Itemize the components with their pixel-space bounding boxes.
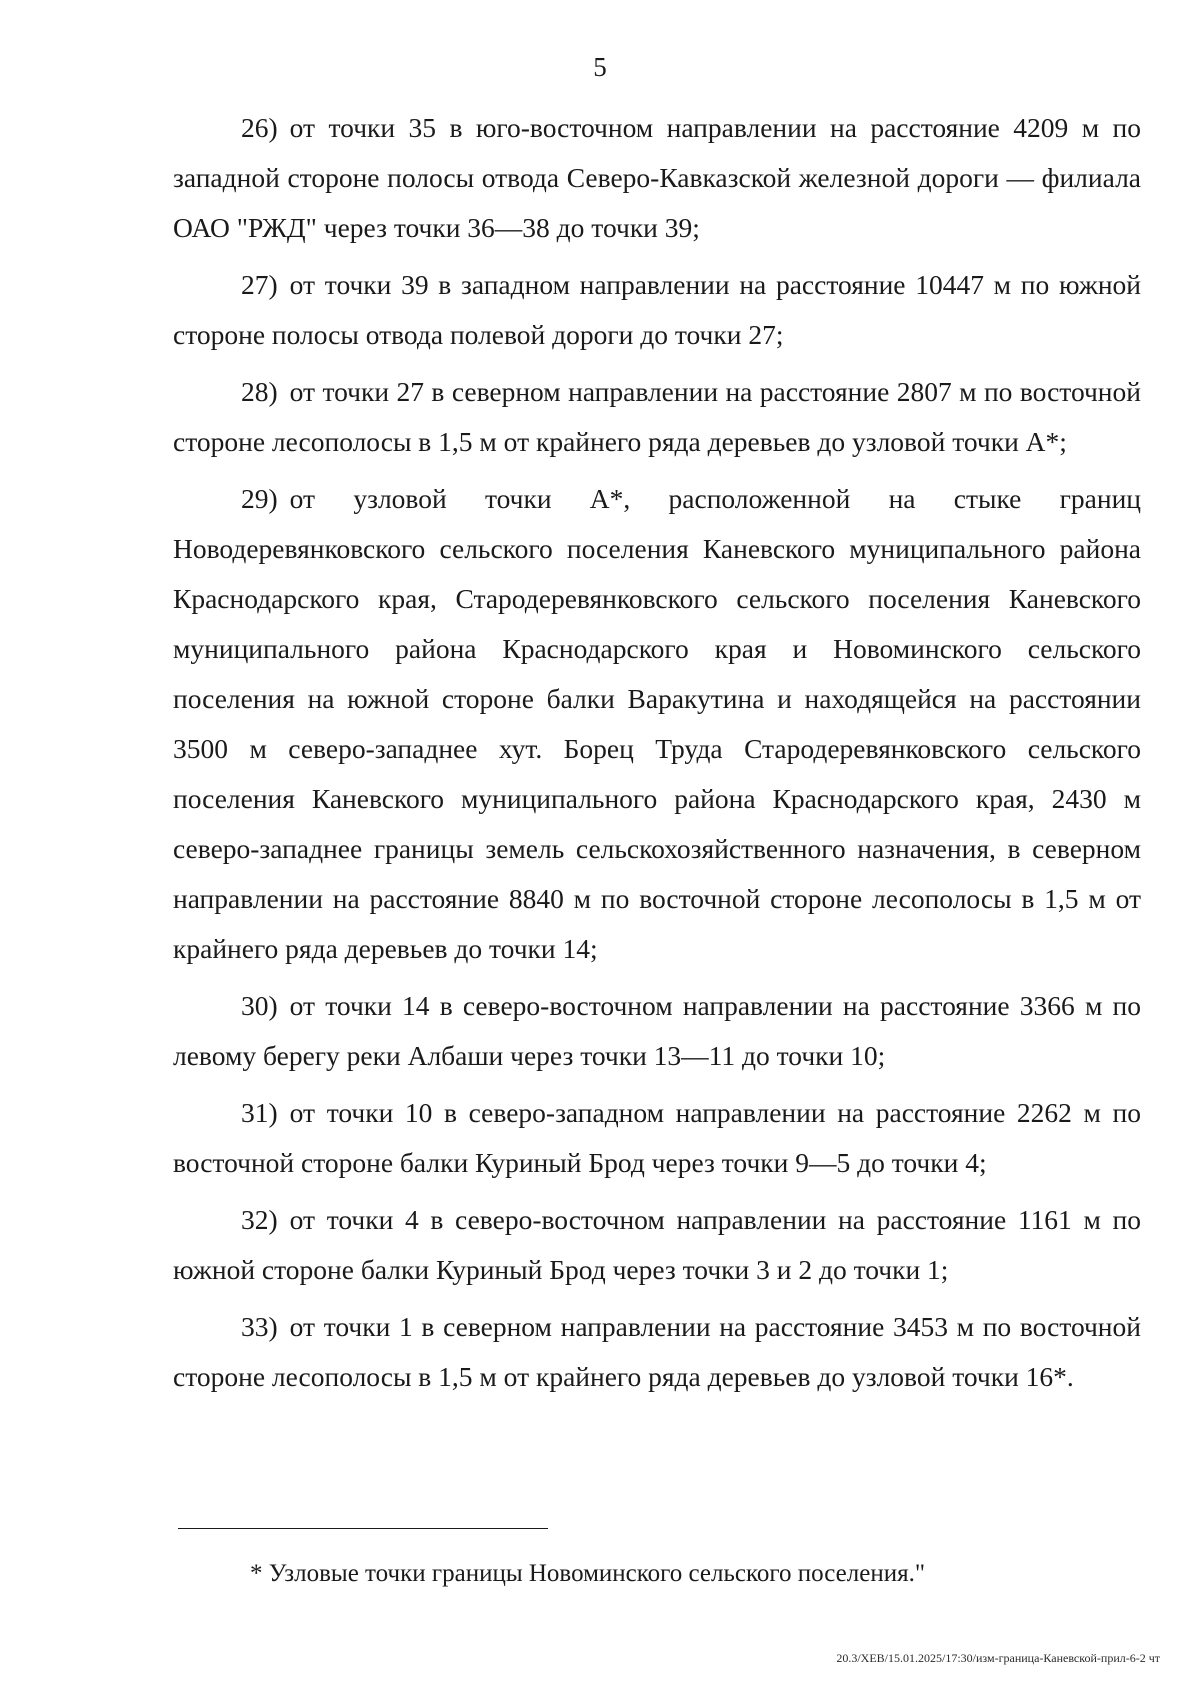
item-number: 31): [241, 1097, 278, 1128]
item-number: 33): [241, 1311, 278, 1342]
footnote: * Узловые точки границы Новоминского сельского поселения.": [250, 1560, 926, 1587]
list-item: [173, 103, 1141, 253]
list-item: [173, 981, 1141, 1081]
item-number: 30): [241, 990, 278, 1021]
file-stamp: 20.3/ХЕВ/15.01.2025/17:30/изм-граница-Каневской-прил-6-2 чт: [836, 1651, 1160, 1665]
list-item: [173, 260, 1141, 360]
item-number: 28): [241, 376, 278, 407]
item-text: от точки 27 в северном направлении на расстояние 2807 м по восточной стороне лесополосы в 1,5 м от крайнего ряда деревьев до узловой точки А*;: [173, 376, 1141, 457]
item-text: от точки 4 в северо-восточном направлении на расстояние 1161 м по южной стороне балки Куриный Брод через точки 3 и 2 до точки 1;: [173, 1204, 1141, 1285]
item-number: 26): [241, 112, 278, 143]
item-number: 32): [241, 1204, 278, 1235]
footnote-divider: [178, 1528, 548, 1529]
item-text: от узловой точки А*, расположенной на стыке границ Новодеревянковского сельского поселения Каневского муниципального района Краснодарского края, Стародеревянковского сельского поселения Каневского муниципального района Краснодарского края и Новоминского сельского поселения на южной стороне балки Варакутина и находящейся на расстоянии 3500 м северо-западнее хут. Борец Труда Стародеревянковского сельского поселения Каневского муниципального района Краснодарского края, 2430 м северо-западнее границы земель сельскохозяйственного назначения, в северном направлении на расстояние 8840 м по восточной стороне лесополосы в 1,5 м от крайнего ряда деревьев до точки 14;: [173, 483, 1141, 964]
item-text: от точки 1 в северном направлении на расстояние 3453 м по восточной стороне лесополосы в 1,5 м от крайнего ряда деревьев до узловой точки 16*.: [173, 1311, 1141, 1392]
item-text: от точки 35 в юго-восточном направлении на расстояние 4209 м по западной стороне полосы отвода Северо-Кавказской железной дороги — филиала ОАО "РЖД" через точки 36—38 до точки 39;: [173, 112, 1141, 243]
list-item: [173, 1195, 1141, 1295]
document-body: [173, 103, 1141, 1409]
item-text: от точки 10 в северо-западном направлении на расстояние 2262 м по восточной стороне балки Куриный Брод через точки 9—5 до точки 4;: [173, 1097, 1141, 1178]
list-item: [173, 1088, 1141, 1188]
page-number: 5: [593, 52, 607, 82]
item-text: от точки 14 в северо-восточном направлении на расстояние 3366 м по левому берегу реки Албаши через точки 13—11 до точки 10;: [173, 990, 1141, 1071]
list-item: [173, 474, 1141, 974]
list-item: [173, 1302, 1141, 1402]
item-text: от точки 39 в западном направлении на расстояние 10447 м по южной стороне полосы отвода полевой дороги до точки 27;: [173, 269, 1141, 350]
item-number: 27): [241, 269, 278, 300]
item-number: 29): [241, 483, 278, 514]
list-item: [173, 367, 1141, 467]
